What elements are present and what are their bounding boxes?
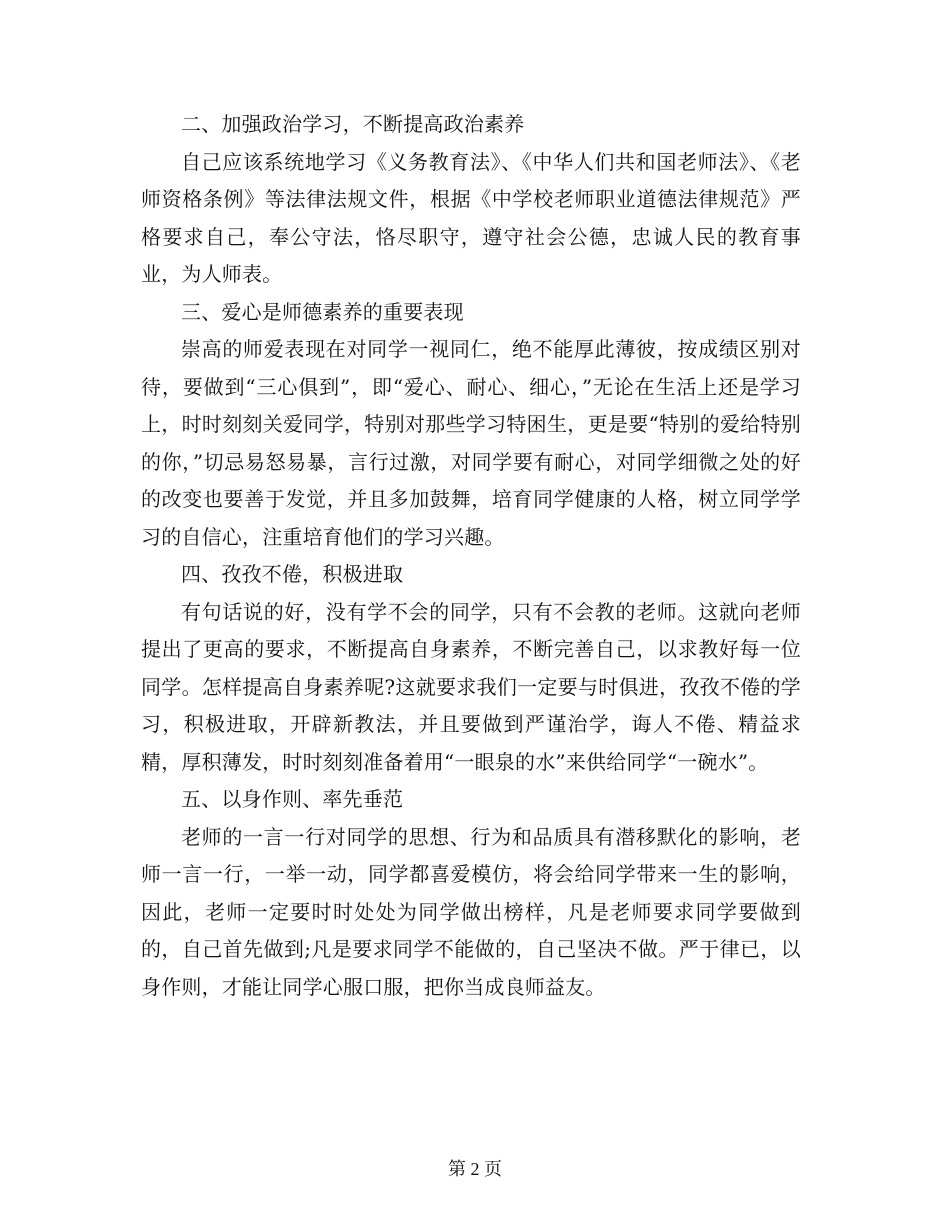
page-number: 第 2 页: [448, 1159, 502, 1179]
section-body-example: 老师的一言一行对同学的思想、行为和品质具有潜移默化的影响，老师一言一行，一举一动，同学都喜爱模仿，将会给同学带来一生的影响，因此，老师一定要时时处处为同学做出榜样，凡是老师要求同学要做到的，自己首先做到;凡是要求同学不能做的，自己坚决不做。严于律已，以身作则，才能让同学心服口服，把你当成良师益友。: [141, 824, 801, 999]
section-body-politics: 自己应该系统地学习《义务教育法》、《中华人们共和国老师法》、《老师资格条例》等法律法规文件，根据《中学校老师职业道德法律规范》严格要求自己，奉公守法，恪尽职守，遵守社会公德，忠诚人民的教育事业，为人师表。: [141, 149, 801, 286]
section-body-love: 崇高的师爱表现在对同学一视同仁，绝不能厚此薄彼，按成绩区别对待，要做到“三心俱到”，即“爱心、耐心、细心，”无论在生活上还是学习上，时时刻刻关爱同学，特别对那些学习特困生，更是要“特别的爱给特别的你，”切忌易怒易暴，言行过激，对同学要有耐心，对同学细微之处的好的改变也要善于发觉，并且多加鼓舞，培育同学健康的人格，树立同学学习的自信心，注重培育他们的学习兴趣。: [141, 337, 801, 549]
section-body-diligence: 有句话说的好，没有学不会的同学，只有不会教的老师。这就向老师提出了更高的要求，不断提高自身素养，不断完善自己，以求教好每一位同学。怎样提高自身素养呢?这就要求我们一定要与时俱进，孜孜不倦的学习，积极进取，开辟新教法，并且要做到严谨治学，诲人不倦、精益求精，厚积薄发，时时刻刻准备着用“一眼泉的水”来供给同学“一碗水”。: [141, 599, 801, 774]
section-heading-politics: 二、加强政治学习，不断提高政治素养: [181, 112, 525, 136]
section-heading-diligence: 四、孜孜不倦，积极进取: [181, 562, 404, 586]
section-heading-example: 五、以身作则、率先垂范: [181, 787, 404, 811]
document-body: [141, 106, 801, 1006]
section-heading-love: 三、爱心是师德素养的重要表现: [181, 299, 464, 324]
